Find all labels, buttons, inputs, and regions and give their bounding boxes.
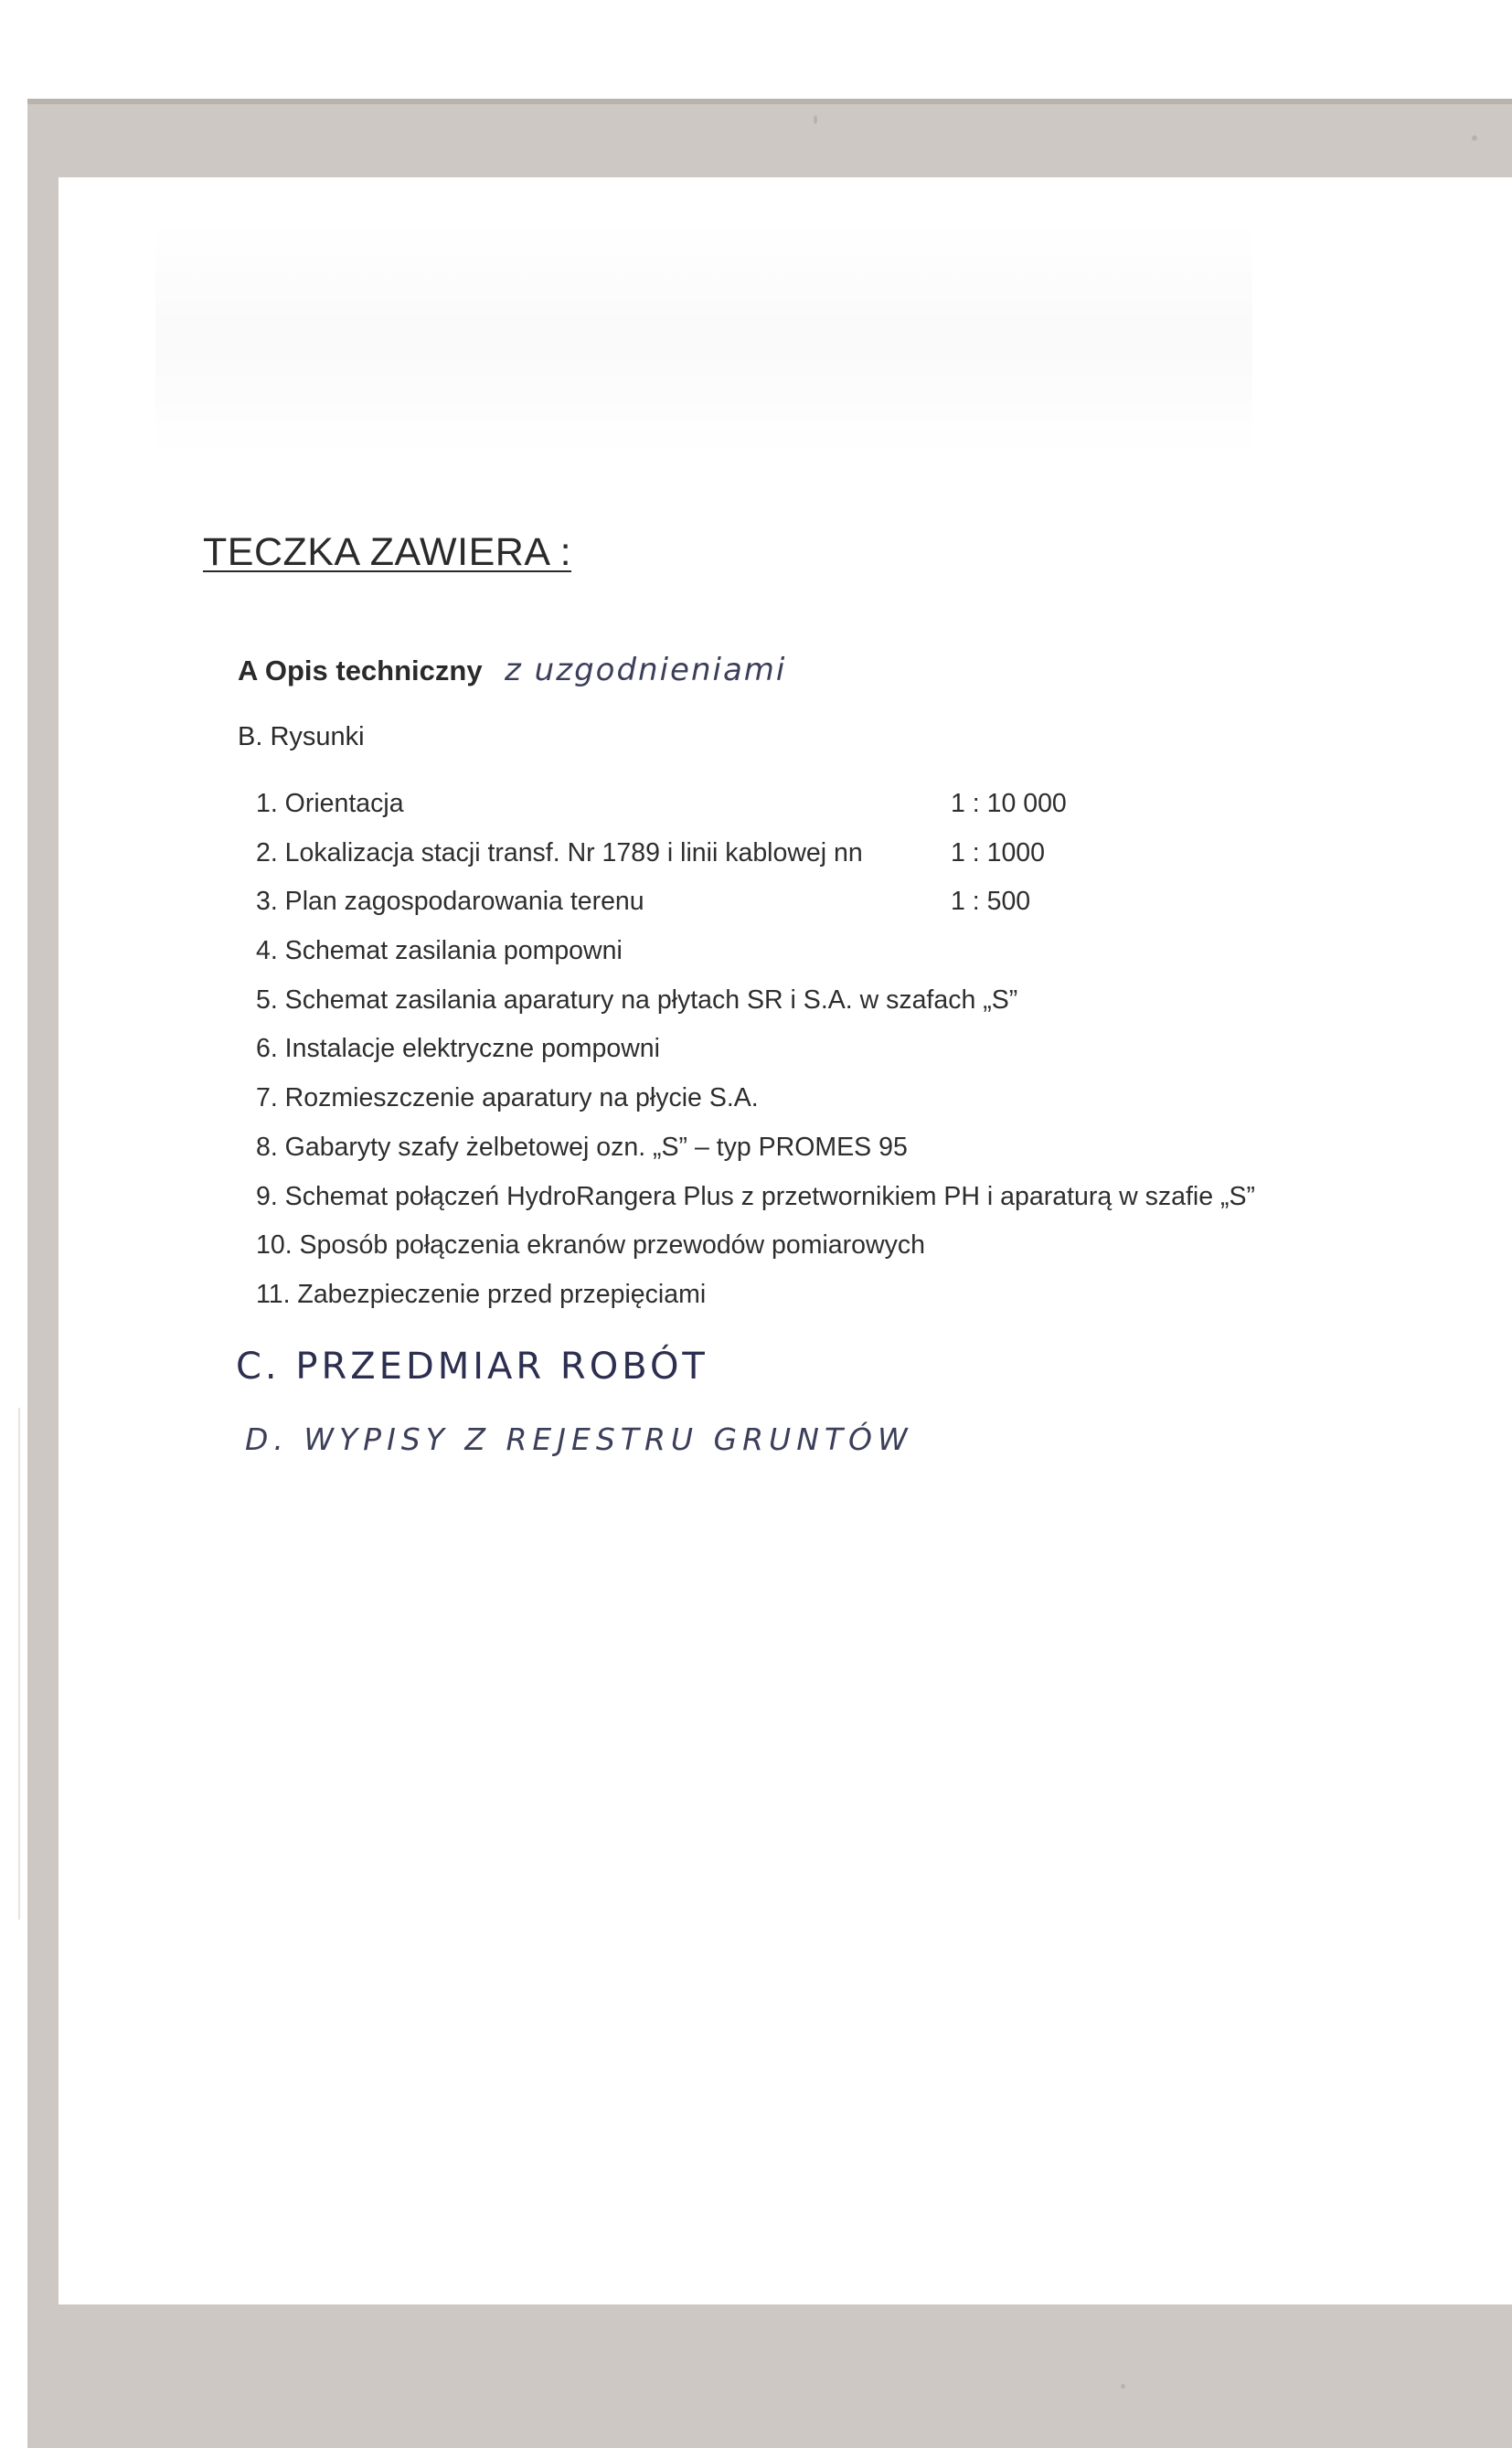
paper-speck bbox=[1121, 2384, 1125, 2389]
document-heading: TECZKA ZAWIERA : bbox=[203, 530, 572, 574]
drawing-title: 2. Lokalizacja stacji transf. Nr 1789 i linii kablowej nn bbox=[256, 837, 863, 867]
section-c-handwritten: C. PRZEDMIAR ROBÓT bbox=[236, 1346, 708, 1388]
drawing-title: 4. Schemat zasilania pompowni bbox=[256, 936, 623, 966]
section-a-handwritten-note: z uzgodnieniami bbox=[505, 652, 787, 688]
list-item bbox=[256, 1031, 1444, 1080]
drawing-title: 6. Instalacje elektryczne pompowni bbox=[256, 1034, 660, 1064]
drawing-title: 8. Gabaryty szafy żelbetowej ozn. „S” – typ PROMES 95 bbox=[256, 1132, 908, 1162]
list-item bbox=[256, 1179, 1444, 1229]
drawing-title: 9. Schemat połączeń HydroRangera Plus z przetwornikiem PH i aparaturą w szafie „S” bbox=[256, 1181, 1255, 1211]
binding-thread bbox=[0, 1408, 20, 1920]
paper-speck bbox=[1472, 135, 1477, 141]
list-item bbox=[256, 983, 1444, 1032]
list-item bbox=[256, 1130, 1444, 1179]
drawing-scale: 1 : 1000 bbox=[951, 837, 1046, 867]
bleed-through-area bbox=[155, 219, 1252, 457]
list-item bbox=[256, 836, 1444, 885]
drawings-list bbox=[256, 786, 1444, 1326]
drawing-title: 11. Zabezpieczenie przed przepięciami bbox=[256, 1279, 707, 1309]
paper-speck bbox=[814, 115, 817, 124]
list-item bbox=[256, 1228, 1444, 1277]
drawing-scale: 1 : 10 000 bbox=[951, 789, 1067, 818]
list-item bbox=[256, 1080, 1444, 1130]
drawing-title: 3. Plan zagospodarowania terenu bbox=[256, 887, 644, 917]
drawing-scale: 1 : 500 bbox=[951, 887, 1031, 917]
drawing-title: 1. Orientacja bbox=[256, 789, 404, 818]
section-b-label: B. Rysunki bbox=[238, 722, 365, 751]
list-item bbox=[256, 884, 1444, 933]
list-item bbox=[256, 1277, 1444, 1326]
drawing-title: 10. Sposób połączenia ekranów przewodów pomiarowych bbox=[256, 1230, 925, 1261]
list-item bbox=[256, 933, 1444, 983]
drawing-title: 7. Rozmieszczenie aparatury na płycie S.A. bbox=[256, 1083, 759, 1113]
section-a bbox=[238, 652, 786, 688]
list-item bbox=[256, 786, 1444, 836]
folder-edge bbox=[27, 99, 1512, 104]
section-a-label: A Opis techniczny bbox=[238, 655, 483, 687]
section-d-handwritten: D. WYPISY Z REJESTRU GRUNTÓW bbox=[245, 1421, 913, 1457]
drawing-title: 5. Schemat zasilania aparatury na płytach SR i S.A. w szafach „S” bbox=[256, 985, 1018, 1015]
